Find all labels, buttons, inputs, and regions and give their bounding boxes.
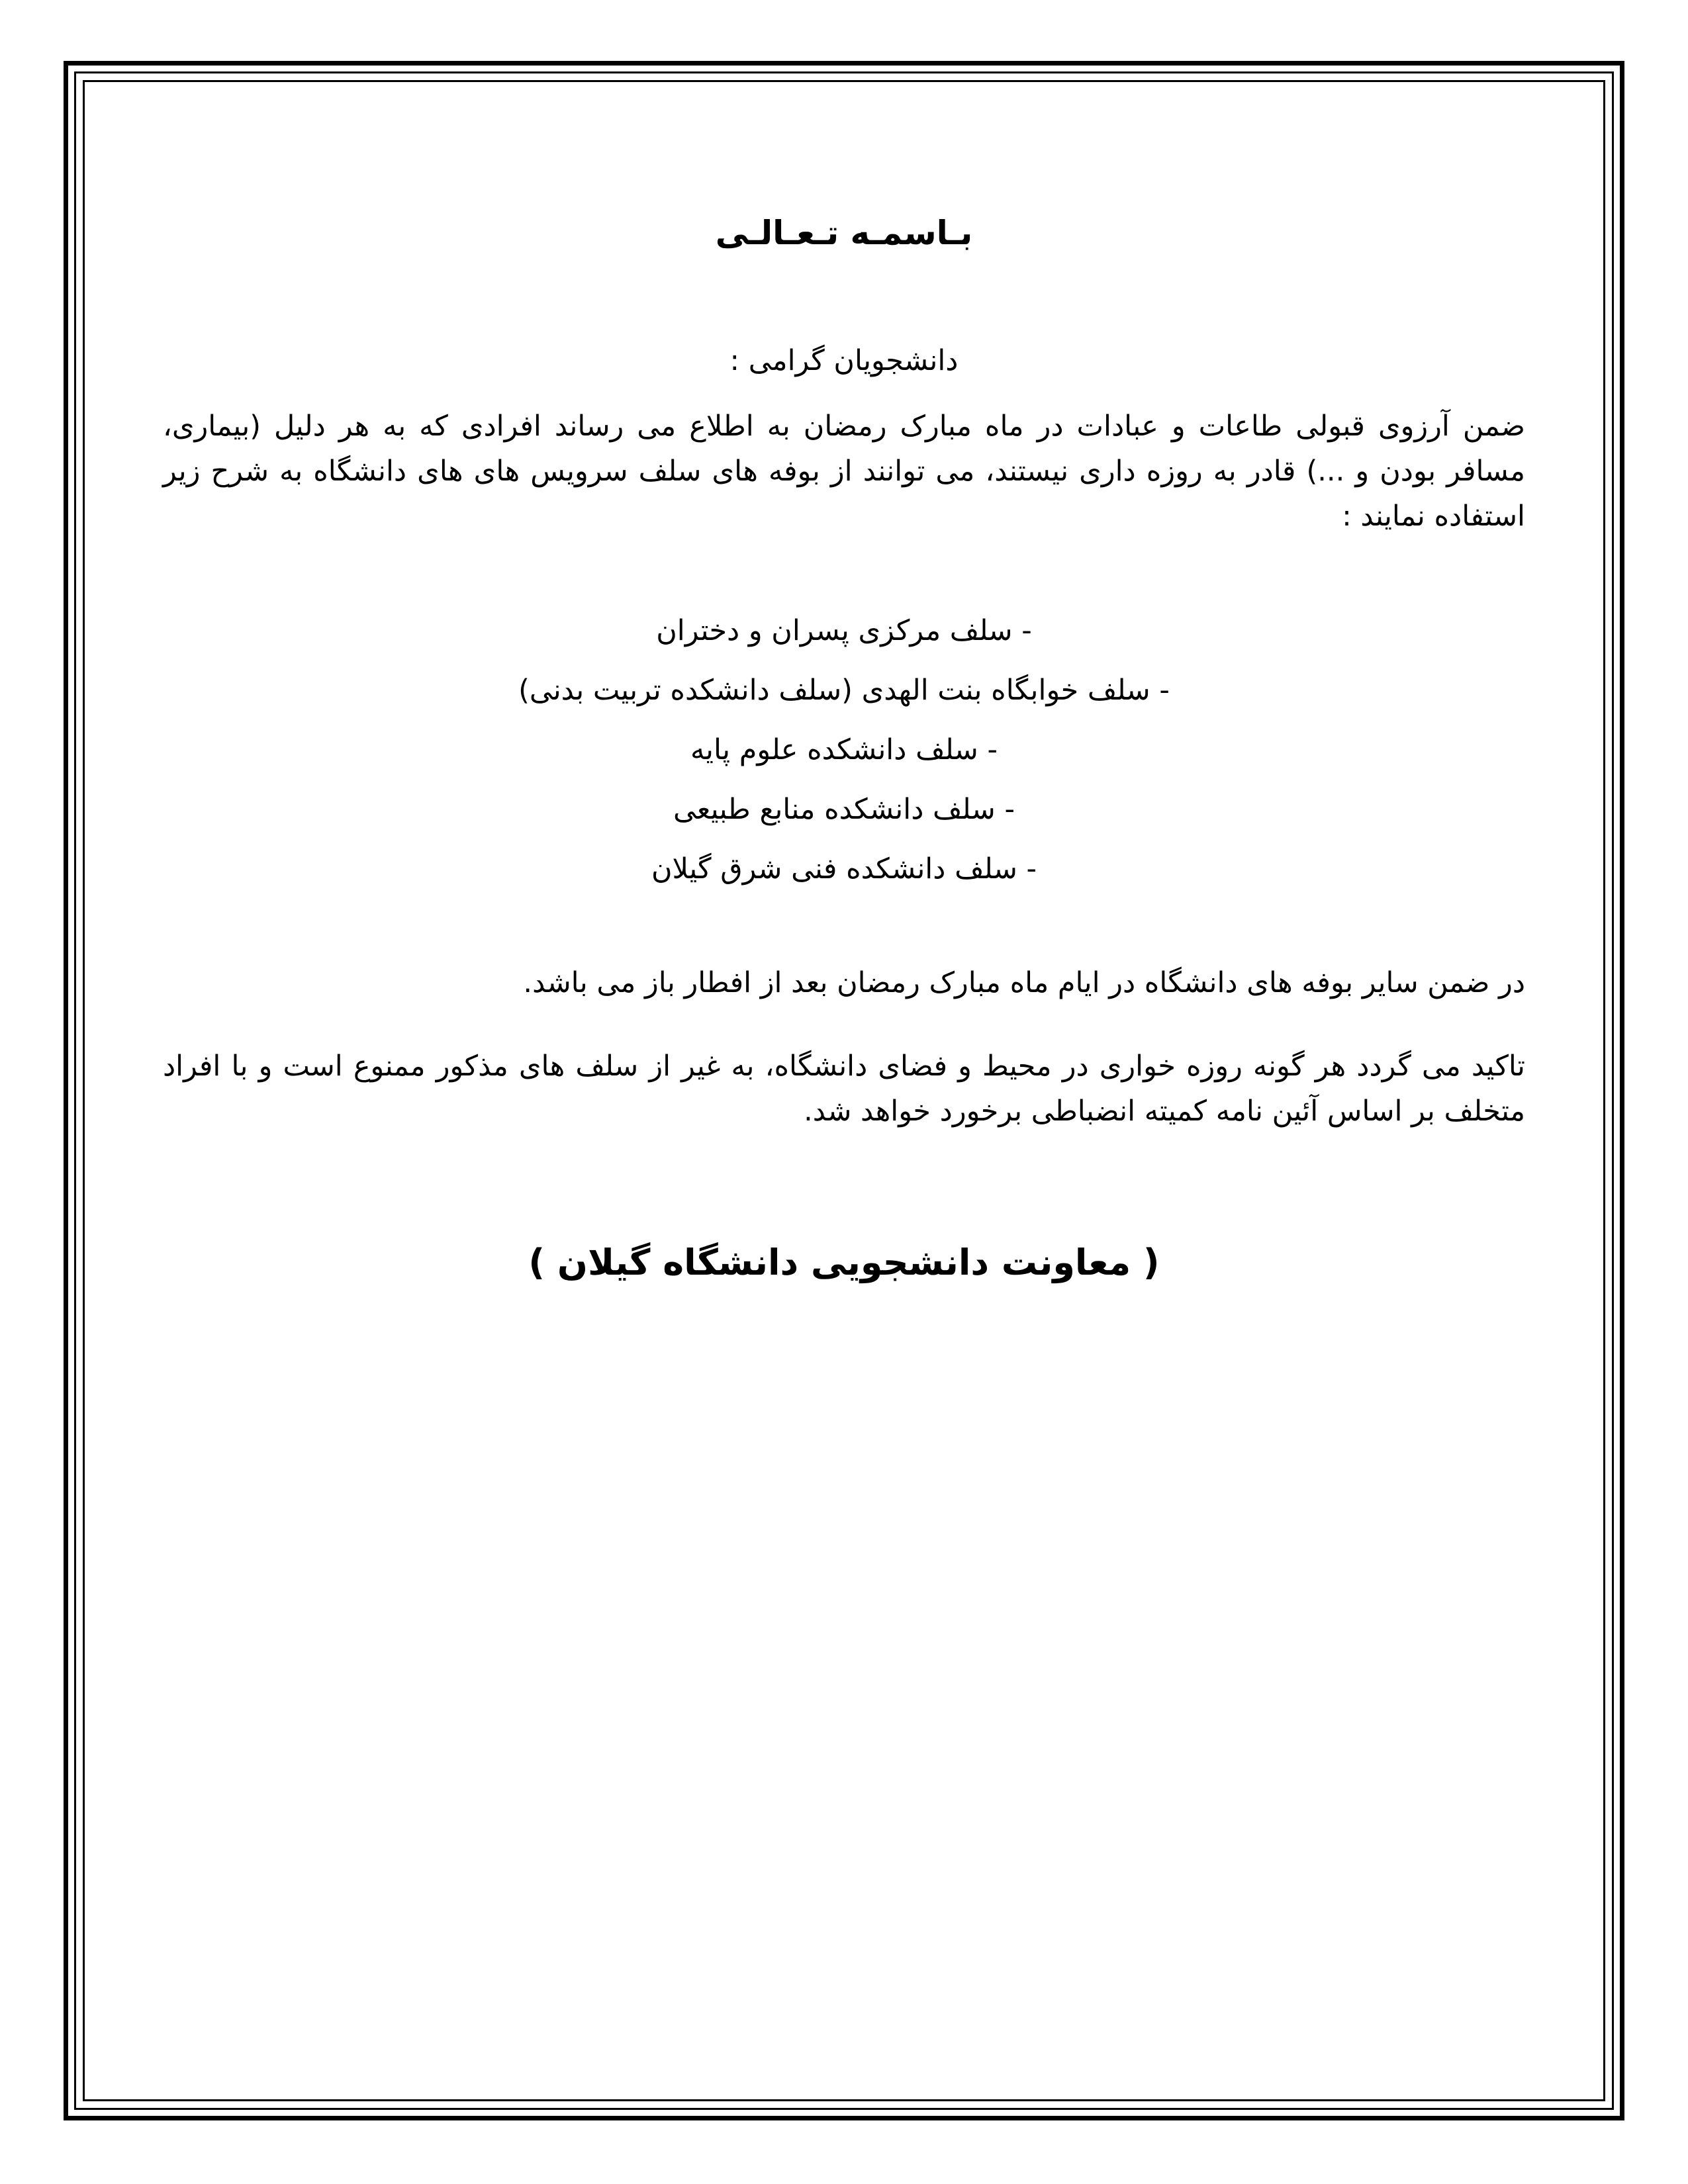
border-middle xyxy=(74,71,1614,2110)
spacer-after-intro xyxy=(163,553,1525,617)
signature-line: ( معاونت دانشجویی دانشگاه گیلان ) xyxy=(528,1242,1160,1284)
document-header-bismillah: بـاسمـه تـعـالـی xyxy=(715,214,973,252)
note-paragraph: در ضمن سایر بوفه های دانشگاه در ایام ماه مبارک رمضان بعد از افطار باز می باشد. xyxy=(523,966,1525,1000)
document-body xyxy=(163,206,1525,1292)
locations-list xyxy=(163,614,1525,886)
warning-paragraph: تاکید می گردد هر گونه روزه خواری در محیط و فضای دانشگاه، به غیر از سلف های مذکور ممنوع است و با افراد متخلف بر اساس آئین نامه کمیته انضباطی برخورد خواهد شد. xyxy=(163,1050,1525,1128)
spacer-between-paragraphs xyxy=(163,1021,1525,1044)
intro-paragraph: ضمن آرزوی قبولی طاعات و عبادات در ماه مبارک رمضان به اطلاع می رساند افرادی که به هر دلیل (بیماری، مسافر بودن و ...) قادر به روزه داری نیستند، می توانند از بوفه های سلف سرویس های های دانشگاه به شرح زیر استفاده نمایند : xyxy=(163,409,1525,533)
list-item: - سلف دانشکده علوم پایه xyxy=(690,733,998,767)
spacer-after-list xyxy=(163,915,1525,961)
list-item: - سلف خوابگاه بنت الهدی (سلف دانشکده تربیت بدنی) xyxy=(518,674,1170,707)
list-item: - سلف دانشکده منابع طبیعی xyxy=(673,793,1015,827)
list-item: - سلف مرکزی پسران و دختران xyxy=(656,614,1032,648)
list-item: - سلف دانشکده فنی شرق گیلان xyxy=(651,852,1037,886)
border-outer xyxy=(64,61,1624,2120)
border-inner xyxy=(83,80,1605,2101)
salutation-line: دانشجویان گرامی : xyxy=(729,344,959,377)
